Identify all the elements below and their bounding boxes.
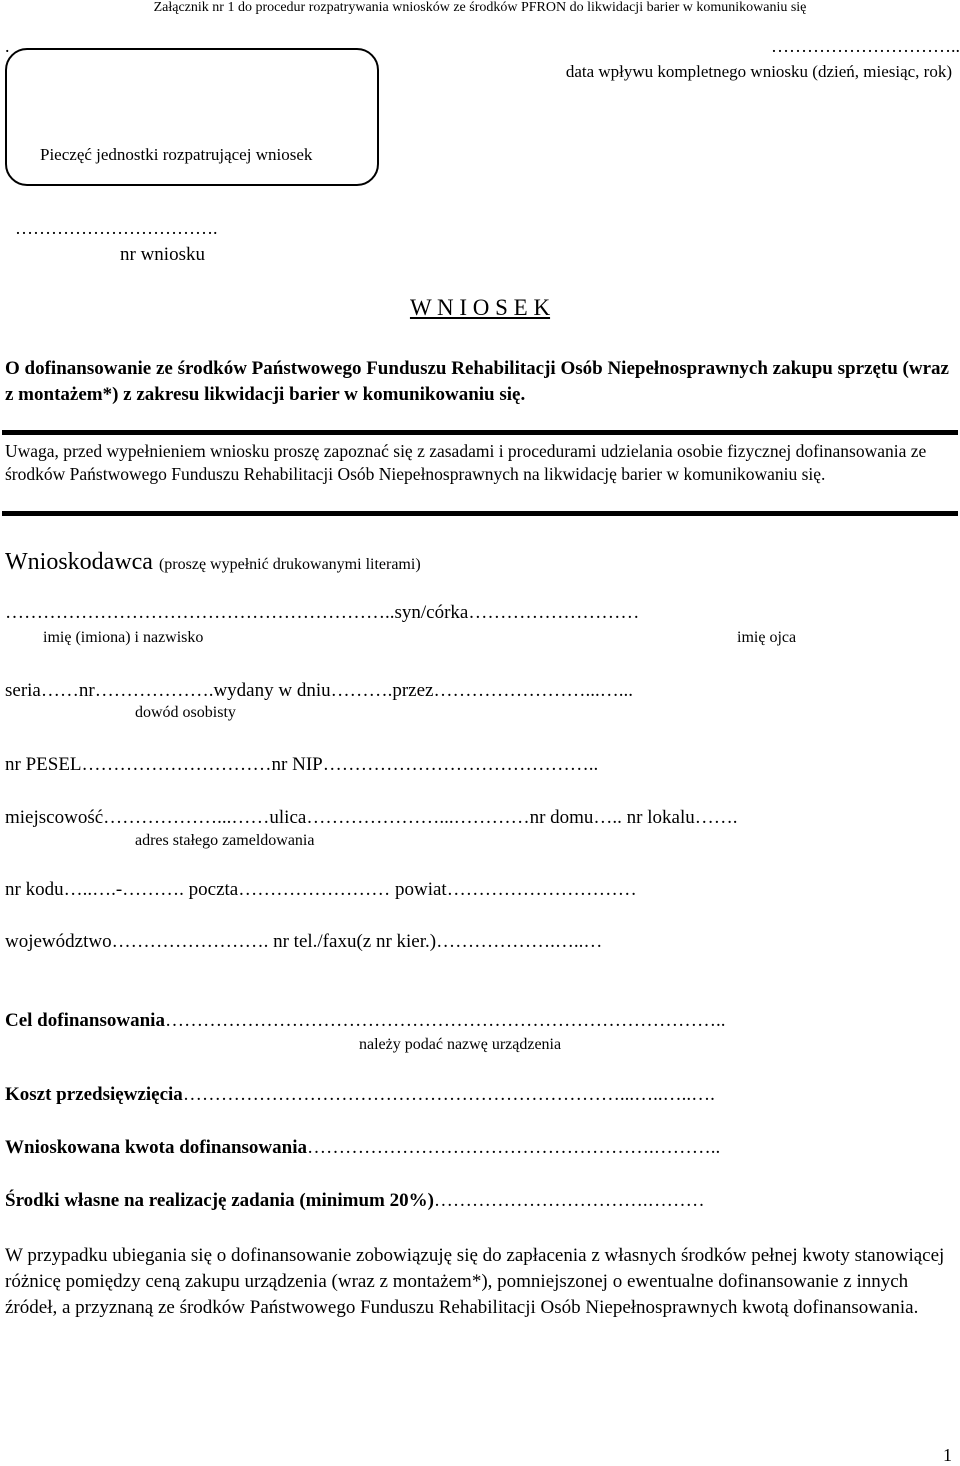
document-subtitle: O dofinansowanie ze środków Państwowego Funduszu Rehabilitacji Osób Niepełnosprawnych zakupu sprzętu (wraz z montażem*) z zakresu likwidacji barier w komunikowaniu się. bbox=[5, 358, 949, 405]
page-header: Załącznik nr 1 do procedur rozpatrywania wniosków ze środków PFRON do likwidacji barier w komunikowaniu się bbox=[153, 0, 807, 15]
cost-label: Koszt przedsięwzięcia bbox=[5, 1084, 183, 1105]
purpose-label: Cel dofinansowania bbox=[5, 1010, 165, 1031]
address-line[interactable]: miejscowość………………...……ulica…………………...…………nr domu….. nr lokalu……. bbox=[5, 807, 738, 828]
divider-top bbox=[2, 430, 958, 435]
declaration-text: W przypadku ubiegania się o dofinansowanie zobowiązuję się do zapłacenia z własnych środków pełnej kwoty stanowiącej różnicę pomiędzy ceną zakupu urządzenia (wraz z montażem*), pomniejszonej o ewentualne dofinansowanie z innych źródeł, a przyznaną ze środków Państwowego Funduszu Rehabilitacji Osób Niepełnosprawnych kwotą dofinansowania. bbox=[5, 1245, 945, 1318]
father-name-caption: imię ojca bbox=[737, 629, 797, 646]
date-field-dots[interactable]: ………………………….. bbox=[771, 36, 960, 56]
own-funds-dots[interactable]: …………………………….……… bbox=[433, 1190, 705, 1211]
stamp-box bbox=[5, 48, 379, 186]
requested-amount-dots[interactable]: ……………………………………………….……….. bbox=[306, 1137, 721, 1158]
address-caption: adres stałego zameldowania bbox=[135, 832, 315, 849]
postal-line[interactable]: nr kodu…..….-………. poczta…………………… powiat………………………… bbox=[5, 879, 637, 900]
notice-text: Uwaga, przed wypełnieniem wniosku proszę zapoznać się z zasadami i procedurami udzielania osobie fizycznej dofinansowania ze środków Państwowego Funduszu Rehabilitacji Osób Niepełnosprawnych na likwidację barier w komunikowaniu się. bbox=[5, 441, 927, 484]
region-phone-line[interactable]: województwo……………………. nr tel./faxu(z nr kier.)……………….…..… bbox=[5, 931, 603, 952]
requested-amount-label: Wnioskowana kwota dofinansowania bbox=[5, 1137, 307, 1158]
page-number: 1 bbox=[943, 1445, 952, 1465]
own-funds-label: Środki własne na realizację zadania (minimum 20%) bbox=[5, 1190, 434, 1211]
date-field-label: data wpływu kompletnego wniosku (dzień, miesiąc, rok) bbox=[565, 62, 952, 81]
purpose-dots[interactable]: …………………………………………………………………………….. bbox=[164, 1010, 726, 1031]
requested-amount-line[interactable] bbox=[5, 1137, 720, 1159]
own-funds-line[interactable] bbox=[5, 1190, 705, 1212]
id-document-caption: dowód osobisty bbox=[135, 704, 236, 721]
application-number-dots[interactable]: ……………………………. bbox=[15, 218, 218, 238]
document-title: W N I O S E K bbox=[409, 295, 551, 320]
applicant-heading bbox=[5, 549, 421, 576]
name-line[interactable]: ……………………………………………………..syn/córka……………………… bbox=[5, 602, 640, 623]
applicant-heading-note: (proszę wypełnić drukowanymi literami) bbox=[158, 556, 421, 573]
cost-line[interactable] bbox=[5, 1084, 715, 1106]
application-number-label: nr wniosku bbox=[120, 244, 205, 265]
divider-bottom bbox=[2, 511, 958, 516]
stamp-label: Pieczęć jednostki rozpatrującej wniosek bbox=[40, 145, 313, 164]
purpose-line[interactable] bbox=[5, 1010, 725, 1032]
name-caption: imię (imiona) i nazwisko bbox=[43, 629, 204, 646]
purpose-caption: należy podać nazwę urządzenia bbox=[359, 1036, 562, 1053]
pesel-nip-line[interactable]: nr PESEL…………………………nr NIP…………………………………….. bbox=[5, 754, 599, 775]
cost-dots[interactable]: ……………………………………………………………...…..…..…. bbox=[182, 1084, 715, 1105]
id-document-line[interactable]: seria……nr……………….wydany w dniu……….przez……………………...…... bbox=[5, 680, 633, 701]
applicant-heading-text: Wnioskodawca bbox=[5, 549, 153, 575]
stamp-dots: . bbox=[5, 36, 10, 56]
